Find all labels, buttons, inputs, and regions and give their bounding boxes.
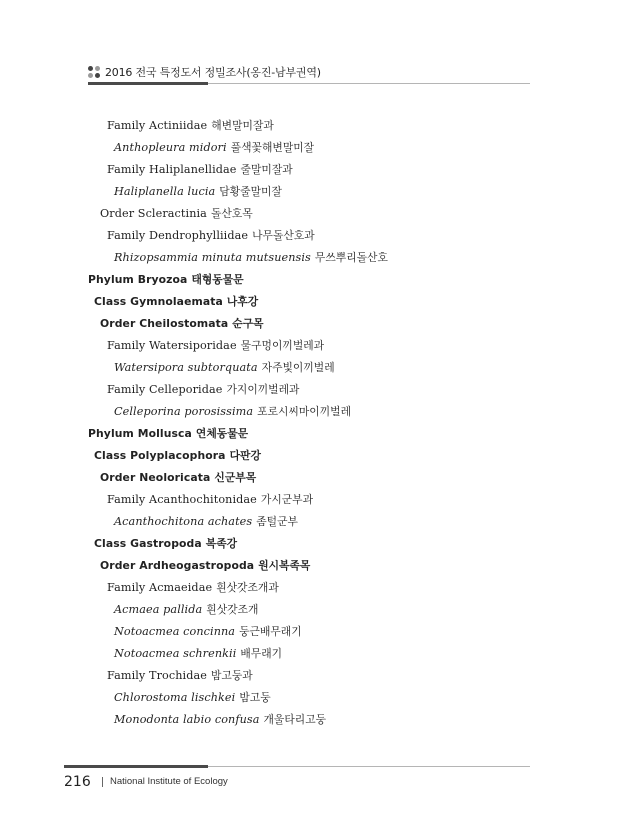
page-footer — [64, 766, 530, 796]
phylum-entry: Phylum Bryozoa 태형동물문 — [88, 273, 244, 286]
class-entry: Class Gymnolaemata 나후강 — [94, 295, 259, 308]
species-entry: Watersipora subtorquata 자주빛이끼벌레 — [114, 361, 335, 374]
footer-rule-accent — [64, 765, 208, 768]
publisher-name: National Institute of Ecology — [110, 776, 228, 787]
running-header — [88, 64, 530, 88]
footer-separator — [102, 777, 103, 787]
header-rule-accent — [88, 82, 208, 85]
species-entry: Haliplanella lucia 담황줄말미잘 — [114, 185, 282, 198]
page-number: 216 — [64, 774, 91, 790]
family-entry: Family Trochidae 밤고둥과 — [107, 669, 253, 682]
species-entry: Notoacmea schrenkii 배무래기 — [114, 647, 283, 660]
family-entry: Family Acanthochitonidae 가시군부과 — [107, 493, 314, 506]
dots-icon — [88, 66, 100, 78]
family-entry: Family Celleporidae 가지이끼벌레과 — [107, 383, 300, 396]
phylum-entry: Phylum Mollusca 연체동물문 — [88, 427, 249, 440]
class-entry: Class Gastropoda 복족강 — [94, 537, 238, 550]
order-entry: Order Neoloricata 신군부목 — [100, 471, 257, 484]
order-entry: Order Ardheogastropoda 원시복족목 — [100, 559, 311, 572]
species-entry: Anthopleura midori 풀색꽃해변말미잘 — [114, 141, 315, 154]
species-entry: Chlorostoma lischkei 밤고둥 — [114, 691, 271, 704]
species-entry: Celleporina porosissima 포로시씨마이끼벌레 — [114, 405, 352, 418]
family-entry: Family Actiniidae 해변말미잘과 — [107, 119, 274, 132]
header-title: 2016 전국 특정도서 정밀조사(옹진-남부권역) — [105, 66, 321, 79]
species-entry: Rhizopsammia minuta mutsuensis 무쓰뿌리돌산호 — [114, 251, 388, 264]
class-entry: Class Polyplacophora 다판강 — [94, 449, 261, 462]
order-entry: Order Scleractinia 돌산호목 — [100, 207, 253, 220]
family-entry: Family Dendrophylliidae 나무돌산호과 — [107, 229, 315, 242]
species-entry: Monodonta labio confusa 개울타리고둥 — [114, 713, 327, 726]
family-entry: Family Watersiporidae 물구멍이끼벌레과 — [107, 339, 325, 352]
family-entry: Family Acmaeidae 흰삿갓조개과 — [107, 581, 279, 594]
family-entry: Family Haliplanellidae 줄말미잘과 — [107, 163, 293, 176]
species-entry: Acanthochitona achates 좀털군부 — [114, 515, 298, 528]
order-entry: Order Cheilostomata 순구목 — [100, 317, 264, 330]
species-entry: Notoacmea concinna 둥근배무래기 — [114, 625, 302, 638]
species-entry: Acmaea pallida 흰삿갓조개 — [114, 603, 259, 616]
